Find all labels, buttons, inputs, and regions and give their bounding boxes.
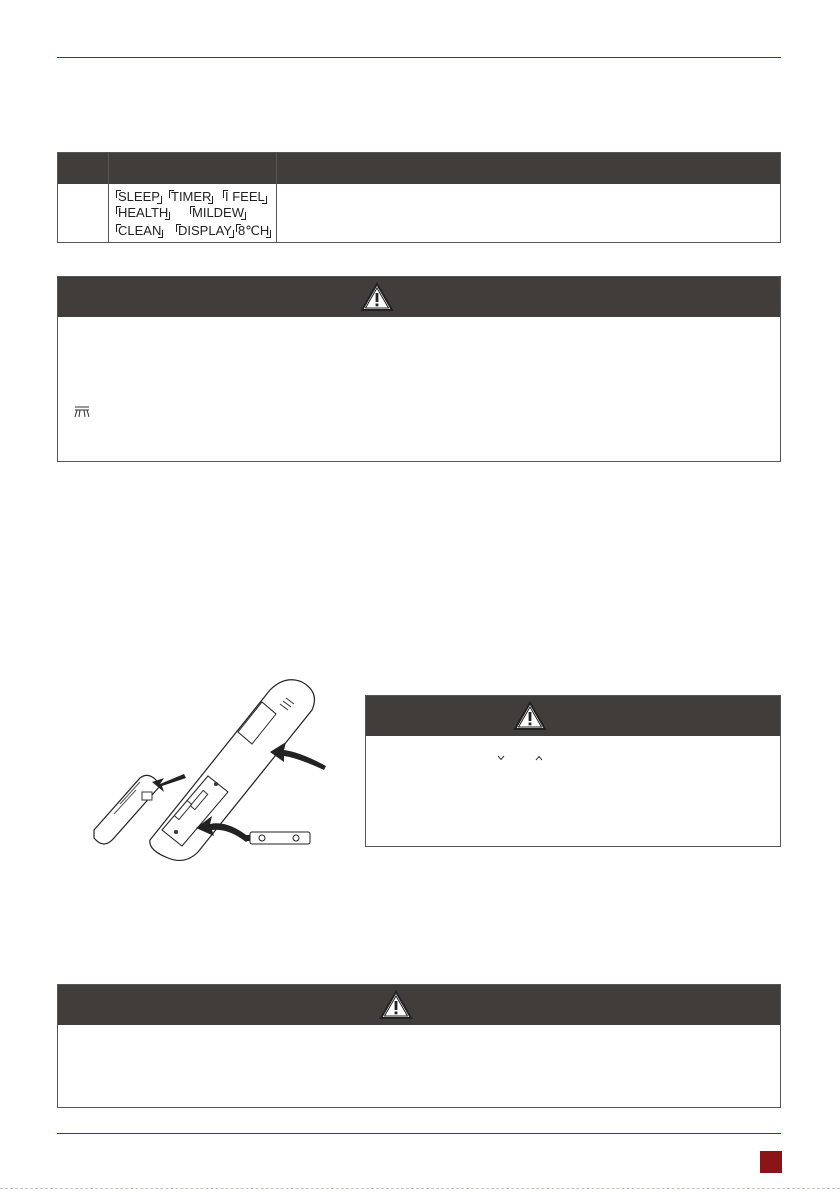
indicator-clean: CLEAN [118, 223, 162, 238]
indicator-health: HEALTH [118, 205, 169, 220]
warning-header [58, 985, 780, 1025]
table-header [58, 153, 780, 184]
indicator-i-feel: I FEEL [225, 189, 265, 204]
indicator-table [57, 152, 781, 243]
indicator-display: DISPLAY [178, 223, 232, 238]
column-divider [276, 153, 277, 242]
remote-battery-illustration [80, 670, 340, 865]
warning-triangle-icon [379, 990, 413, 1020]
warning-box-2 [365, 695, 781, 847]
warning-box-3 [57, 984, 781, 1108]
warning-header [366, 696, 780, 736]
top-rule [57, 57, 781, 58]
indicator-mildew: MILDEW [192, 205, 244, 220]
warning-header [58, 277, 780, 317]
column-divider [108, 153, 109, 242]
bottom-rule [57, 1133, 781, 1134]
crop-line [0, 1188, 840, 1189]
warning-triangle-icon [513, 701, 547, 731]
swing-icon [74, 405, 90, 419]
warning-triangle-icon [360, 282, 394, 312]
indicator-sleep: SLEEP [118, 189, 160, 204]
indicator-8c-heating: 8℃H [238, 223, 270, 238]
chevron-down-icon [497, 755, 505, 761]
page-marker [760, 1151, 782, 1173]
warning-box-1 [57, 276, 781, 462]
indicator-timer: TIMER [171, 189, 212, 204]
chevron-up-icon [535, 755, 543, 761]
